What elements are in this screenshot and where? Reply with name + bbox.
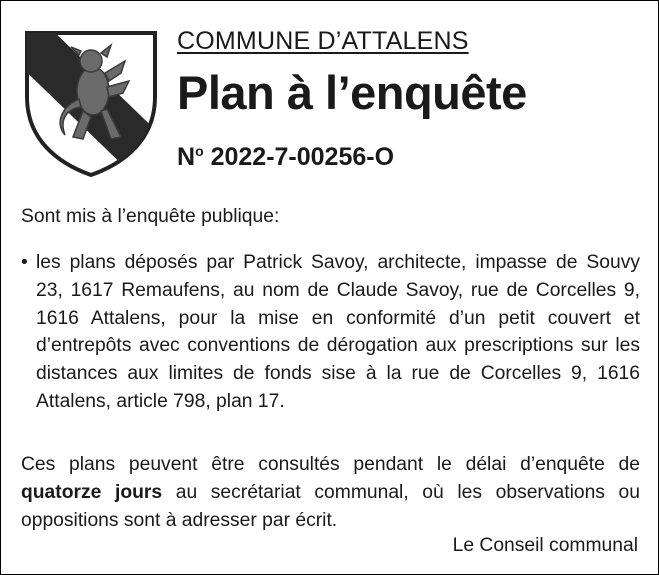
signature: Le Conseil communal [452, 535, 638, 556]
commune-name: COMMUNE D’ATTALENS [177, 27, 469, 55]
ref-prefix: N [177, 143, 196, 171]
ref-number: 2022-7-00256-O [210, 143, 395, 171]
coat-of-arms-icon [21, 27, 161, 179]
intro-text: Sont mis à l’enquête publique: [21, 206, 280, 227]
closing-paragraph [21, 451, 640, 534]
closing-bold: quatorze jours [21, 481, 163, 503]
bullet-text: les plans déposés par Patrick Savoy, architecte, impasse de Souvy 23, 1617 Remaufens, au nom de Claude Savoy, rue de Corcelles 9, 1616 Attalens, pour la mise en conformité d’un petit couvert et d’entrepôts avec conventions de dérogation aux prescriptions sur les distances aux limites de fonds sise à la rue de Corcelles 9, 1616 Attalens, article 798, plan 17. [36, 252, 640, 412]
closing-after: au secrétariat communal, où les observations ou oppositions sont à adresser par écrit. [21, 481, 641, 531]
notice-title: Plan à l’enquête [177, 66, 527, 119]
closing-before: Ces plans peuvent être consultés pendant le délai d’enquête de [21, 454, 640, 475]
bullet-mark: • [21, 252, 28, 273]
list-item [21, 249, 640, 416]
reference-number [177, 143, 394, 172]
ref-prefix-sup: o [195, 143, 204, 159]
